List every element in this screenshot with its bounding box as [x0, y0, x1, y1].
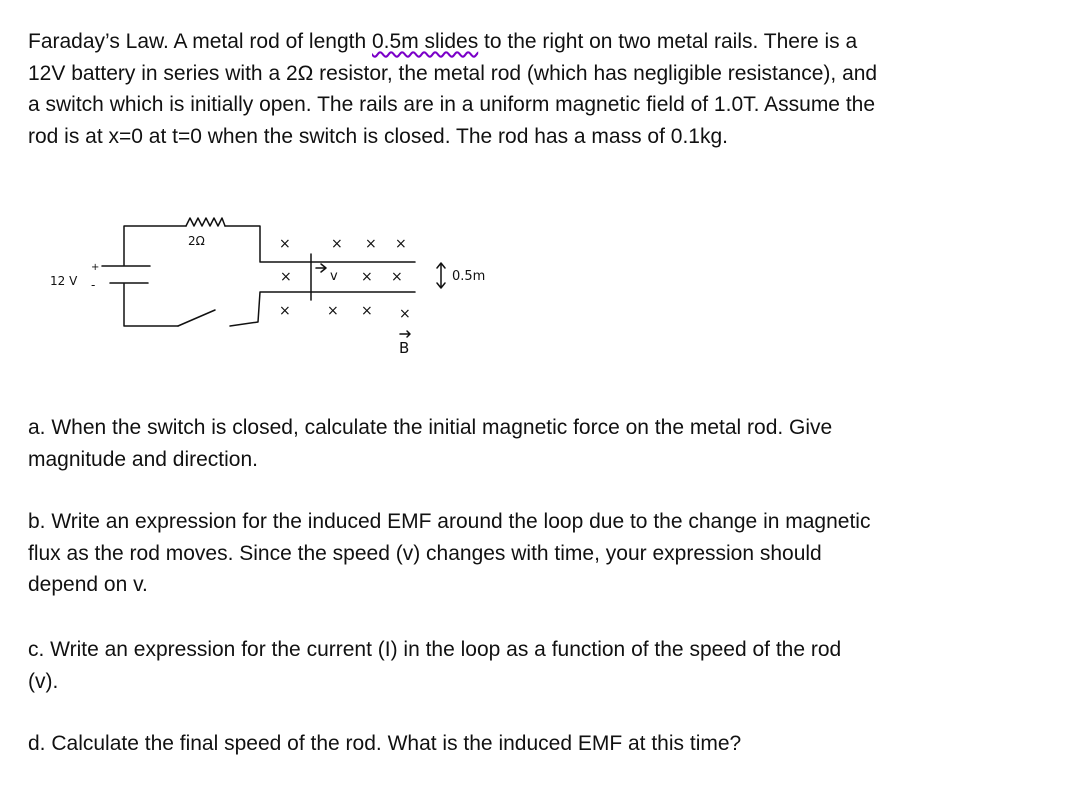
field-markers: [279, 236, 411, 322]
field-marker: ×: [391, 269, 403, 285]
field-marker: ×: [280, 269, 292, 285]
question-a-line-2: magnitude and direction.: [28, 447, 258, 471]
bottom-wire-right: [230, 292, 415, 326]
field-marker: ×: [399, 306, 411, 322]
intro-line-1-end: to the right on two metal rails. There is a: [478, 30, 858, 53]
bottom-wire-left: [124, 284, 178, 326]
question-b-line-3: depend on v.: [28, 573, 148, 596]
question-d: [28, 728, 741, 760]
spellcheck-underlined-text: 0.5m slides: [372, 30, 479, 53]
battery-label: 12 V: [50, 274, 78, 288]
question-b-line-2: flux as the rod moves. Since the speed (v) changes with time, your expression should: [28, 541, 822, 565]
question-c-line-1: c. Write an expression for the current (I) in the loop as a function of the speed of the rod: [28, 638, 842, 661]
question-d-line-1: d. Calculate the final speed of the rod. What is the induced EMF at this time?: [28, 732, 742, 755]
field-label: B: [399, 339, 410, 357]
field-marker: ×: [331, 236, 343, 252]
question-b: [28, 506, 870, 601]
question-b-line-1: b. Write an expression for the induced EMF around the loop due to the change in magnetic: [28, 510, 871, 533]
battery-plus-sign: +: [91, 262, 100, 273]
intro-line-2: 12V battery in series with a 2Ω resistor, the metal rod (which has negligible resistance), and: [28, 61, 878, 85]
switch-blade: [178, 310, 215, 326]
question-a: [28, 412, 832, 475]
question-c-line-2: (v).: [28, 669, 59, 693]
field-vector-arrow: [400, 331, 410, 337]
field-marker: ×: [279, 303, 291, 319]
velocity-label: v: [330, 269, 338, 284]
field-marker: ×: [395, 236, 407, 252]
battery-minus-sign: -: [91, 278, 96, 292]
field-marker: ×: [361, 303, 373, 319]
field-marker: ×: [327, 303, 339, 319]
field-marker: ×: [279, 236, 291, 252]
intro-line-1-start: Faraday’s Law. A metal rod of length: [28, 30, 372, 53]
field-marker: ×: [361, 269, 373, 285]
top-wire: [124, 226, 186, 265]
resistor-label: 2Ω: [188, 234, 205, 248]
question-c: [28, 634, 841, 697]
intro-line-3: a switch which is initially open. The rails are in a uniform magnetic field of 1.0T. Assume the: [28, 93, 876, 116]
intro-line-4: rod is at x=0 at t=0 when the switch is closed. The rod has a mass of 0.1kg.: [28, 124, 728, 148]
length-arrow: [437, 263, 445, 288]
resistor-zigzag: [186, 218, 225, 226]
top-wire-right: [225, 226, 415, 262]
velocity-arrow: [316, 264, 326, 272]
field-marker: ×: [365, 236, 377, 252]
length-label: 0.5m: [452, 269, 486, 284]
question-a-line-1: a. When the switch is closed, calculate the initial magnetic force on the metal rod. Give: [28, 416, 833, 439]
